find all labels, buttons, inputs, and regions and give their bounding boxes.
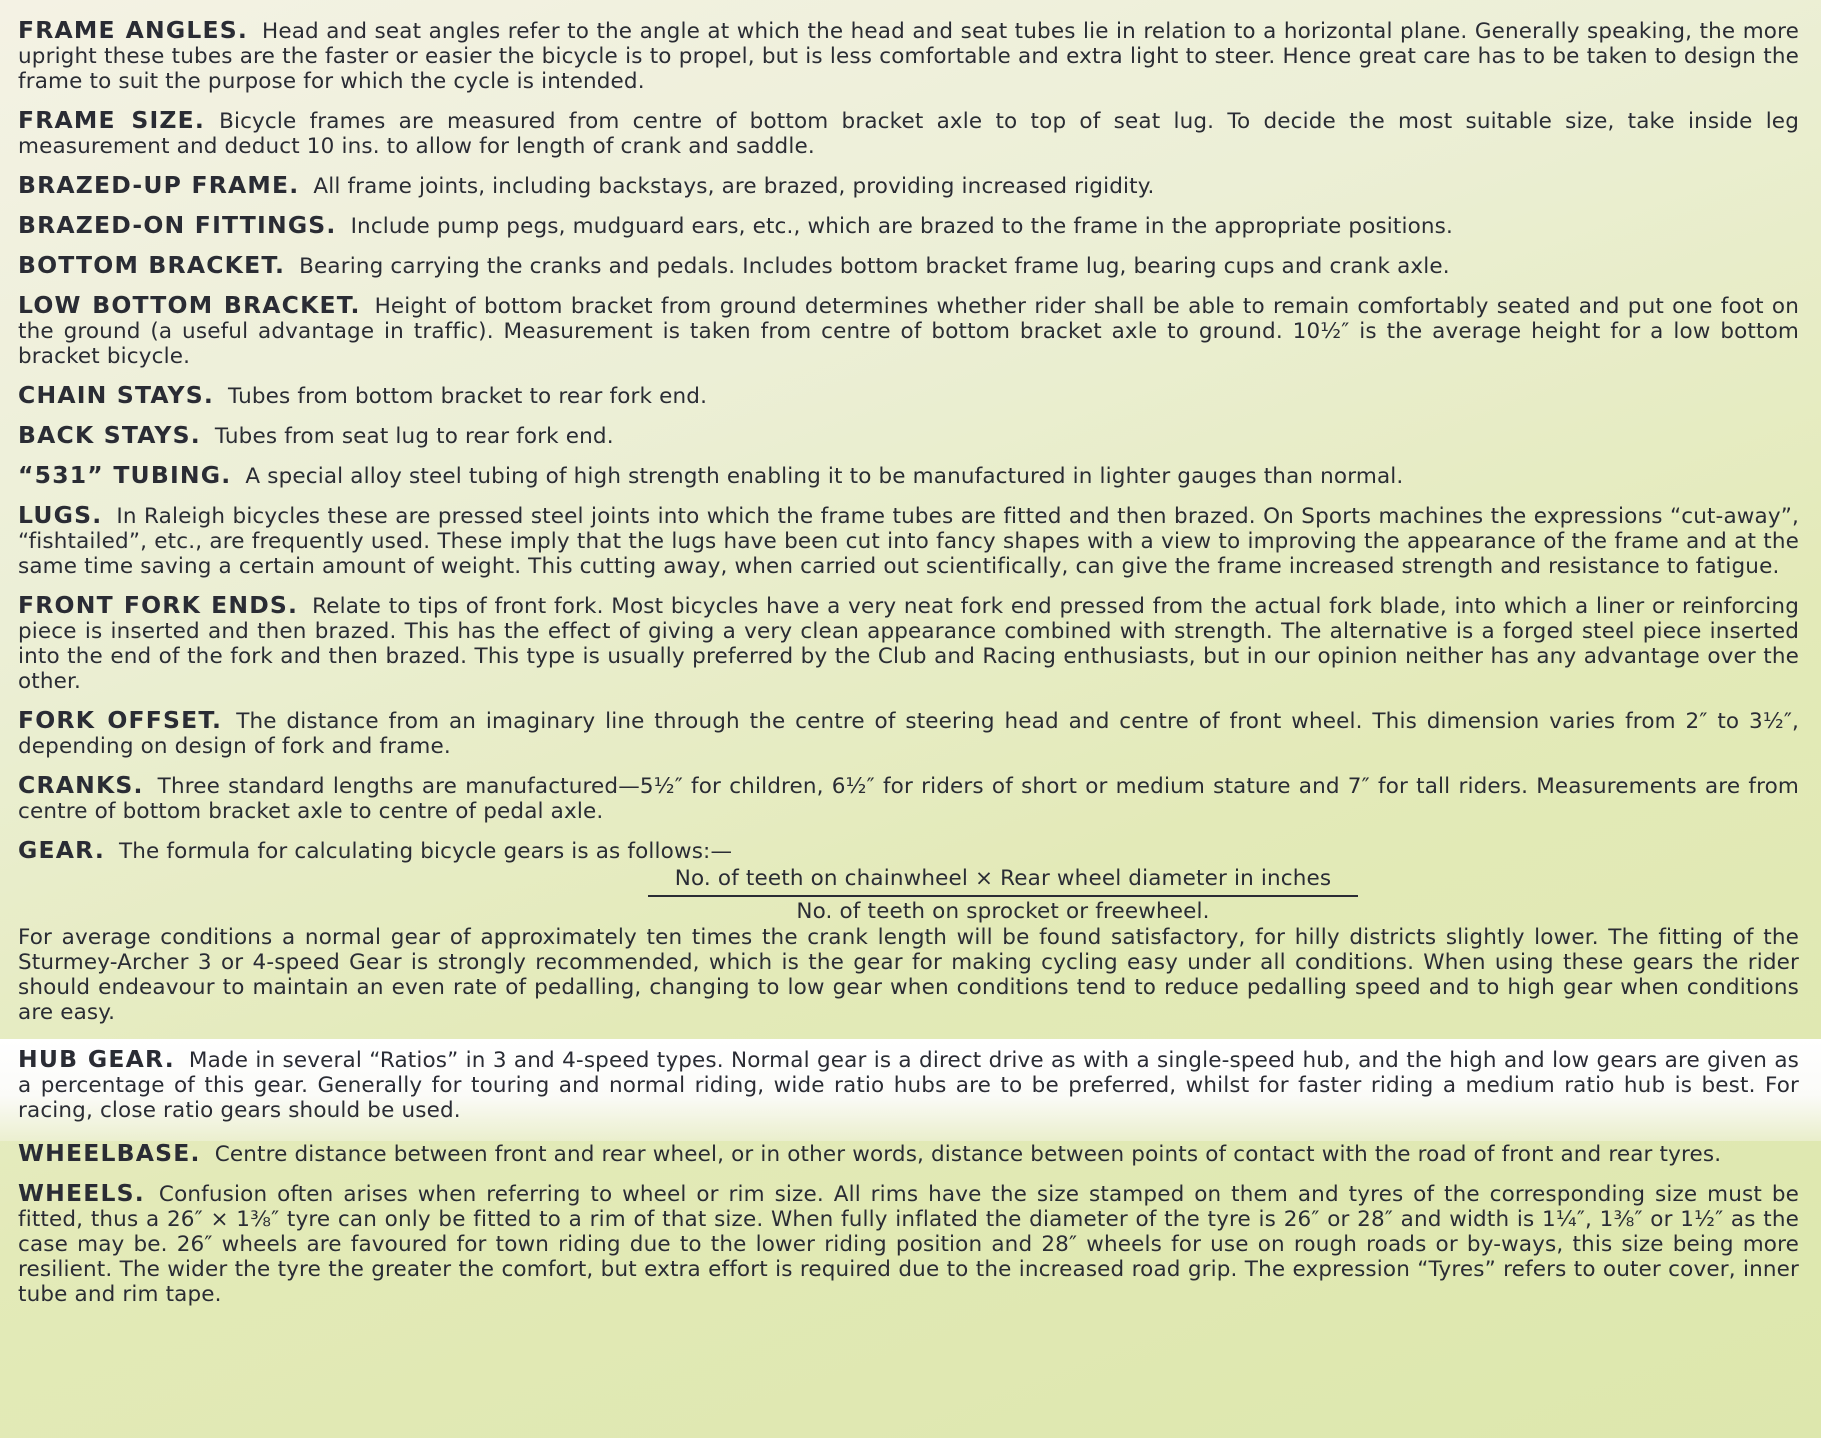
term: “531” TUBING. [18, 461, 232, 489]
formula-denominator: No. of teeth on sprocket or freewheel. [796, 899, 1210, 924]
definition: In Raleigh bicycles these are pressed steel joints into which the frame tubes are fitted and then brazed. On Sports machines the expressions “cut-away”, “fishtailed”, etc., are frequently used. These imply that the lugs have been cut into fancy shapes with a view to improving the appearance of the frame and at the same time saving a certain amount of weight. This cutting away, when carried out scientifically, can give the frame increased strength and resistance to fatigue. [18, 504, 1799, 579]
entry-gear [18, 838, 1799, 1025]
definition: Made in several “Ratios” in 3 and 4-speed types. Normal gear is a direct drive as with a single-speed hub, and the high and low gears are given as a percentage of this gear. Generally for touring and normal riding, wide ratio hubs are to be preferred, whilst for faster riding a medium ratio hub is best. For racing, close ratio gears should be used. [18, 1048, 1799, 1123]
term: BACK STAYS. [18, 421, 201, 449]
term: FRONT FORK ENDS. [18, 591, 299, 619]
term: GEAR. [18, 836, 105, 864]
entry-531-tubing [18, 463, 1799, 489]
entry-lugs [18, 503, 1799, 579]
gear-explanation: For average conditions a normal gear of approximately ten times the crank length will be found satisfactory, for hilly districts slightly lower. The fitting of the Sturmey-Archer 3 or 4-speed Gear is strongly recommended, which is the gear for making cycling easy under all conditions. When using these gears the rider should endeavour to maintain an even rate of pedalling, changing to low gear when conditions tend to reduce pedalling speed and to high gear when conditions are easy. [18, 925, 1799, 1025]
gear-formula [648, 866, 1358, 925]
term: CHAIN STAYS. [18, 381, 215, 409]
definition: The distance from an imaginary line through the centre of steering head and centre of front wheel. This dimension varies from 2″ to 3½″, depending on design of fork and frame. [18, 709, 1799, 759]
entry-brazed-up-frame [18, 173, 1799, 199]
term: FRAME SIZE. [18, 106, 206, 134]
term: FORK OFFSET. [18, 706, 223, 734]
definition: Bicycle frames are measured from centre of bottom bracket axle to top of seat lug. To decide the most suitable size, take inside leg measurement and deduct 10 ins. to allow for length of crank and saddle. [18, 109, 1799, 159]
definition: All frame joints, including backstays, are brazed, providing increased rigidity. [313, 174, 1155, 199]
term: WHEELBASE. [18, 1139, 201, 1167]
entry-chain-stays [18, 383, 1799, 409]
entry-bottom-bracket [18, 253, 1799, 279]
term: HUB GEAR. [18, 1045, 175, 1073]
term: FRAME ANGLES. [18, 16, 249, 44]
entry-wheelbase [18, 1141, 1799, 1167]
definition: Tubes from bottom bracket to rear fork end. [228, 384, 708, 409]
entry-wheels [18, 1181, 1799, 1307]
entry-back-stays [18, 423, 1799, 449]
term: LUGS. [18, 501, 103, 529]
definition: Three standard lengths are manufactured—5½″ for children, 6½″ for riders of short or medium stature and 7″ for tall riders. Measurements are from centre of bottom bracket axle to centre of pedal axle. [18, 774, 1799, 824]
term: BOTTOM BRACKET. [18, 251, 286, 279]
hub-gear-band [0, 1039, 1821, 1141]
entry-hub-gear [18, 1047, 1799, 1123]
definition: Height of bottom bracket from ground determines whether rider shall be able to remain comfortably seated and put one foot on the ground (a useful advantage in traffic). Measurement is taken from centre of bottom bracket axle to ground. 10½″ is the average height for a low bottom bracket bicycle. [18, 294, 1799, 369]
definition: Relate to tips of front fork. Most bicycles have a very neat fork end pressed from the actual fork blade, into which a liner or reinforcing piece is inserted and then brazed. This has the effect of giving a very clean appearance combined with strength. The alternative is a forged steel piece inserted into the end of the fork and then brazed. This type is usually preferred by the Club and Racing enthusiasts, but in our opinion neither has any advantage over the other. [18, 594, 1799, 694]
entry-cranks [18, 773, 1799, 824]
entry-low-bottom-bracket [18, 293, 1799, 369]
entry-brazed-on-fittings [18, 213, 1799, 239]
entry-frame-angles [18, 18, 1799, 94]
term: WHEELS. [18, 1179, 145, 1207]
definition: Confusion often arises when referring to wheel or rim size. All rims have the size stamped on them and tyres of the corresponding size must be fitted, thus a 26″ × 1⅜″ tyre can only be fitted to a rim of that size. When fully inflated the diameter of the tyre is 26″ or 28″ and width is 1¼″, 1⅜″ or 1½″ as the case may be. 26″ wheels are favoured for town riding due to the lower riding position and 28″ wheels for use on rough roads or by-ways, this size being more resilient. The wider the tyre the greater the comfort, but extra effort is required due to the increased road grip. The expression “Tyres” refers to outer cover, inner tube and rim tape. [18, 1182, 1799, 1307]
term: CRANKS. [18, 771, 144, 799]
term: BRAZED-ON FITTINGS. [18, 211, 337, 239]
definition: A special alloy steel tubing of high strength enabling it to be manufactured in lighter gauges than normal. [245, 464, 1404, 489]
term: BRAZED-UP FRAME. [18, 171, 300, 199]
term: LOW BOTTOM BRACKET. [18, 291, 361, 319]
definition: Head and seat angles refer to the angle at which the head and seat tubes lie in relation to a horizontal plane. Generally speaking, the more upright these tubes are the faster or easier the bicycle is to propel, but is less comfortable and extra light to steer. Hence great care has to be taken to design the frame to suit the purpose for which the cycle is intended. [18, 19, 1799, 94]
entry-fork-offset [18, 708, 1799, 759]
formula-numerator: No. of teeth on chainwheel × Rear wheel diameter in inches [648, 866, 1358, 897]
definition: Include pump pegs, mudguard ears, etc., which are brazed to the frame in the appropriate positions. [350, 214, 1454, 239]
entry-frame-size [18, 108, 1799, 159]
entry-front-fork-ends [18, 593, 1799, 694]
definition: Bearing carrying the cranks and pedals. Includes bottom bracket frame lug, bearing cups and crank axle. [299, 254, 1450, 279]
gear-intro: The formula for calculating bicycle gears is as follows:— [119, 839, 733, 864]
definition: Centre distance between front and rear wheel, or in other words, distance between points of contact with the road of front and rear tyres. [214, 1142, 1722, 1167]
definition: Tubes from seat lug to rear fork end. [214, 424, 614, 449]
